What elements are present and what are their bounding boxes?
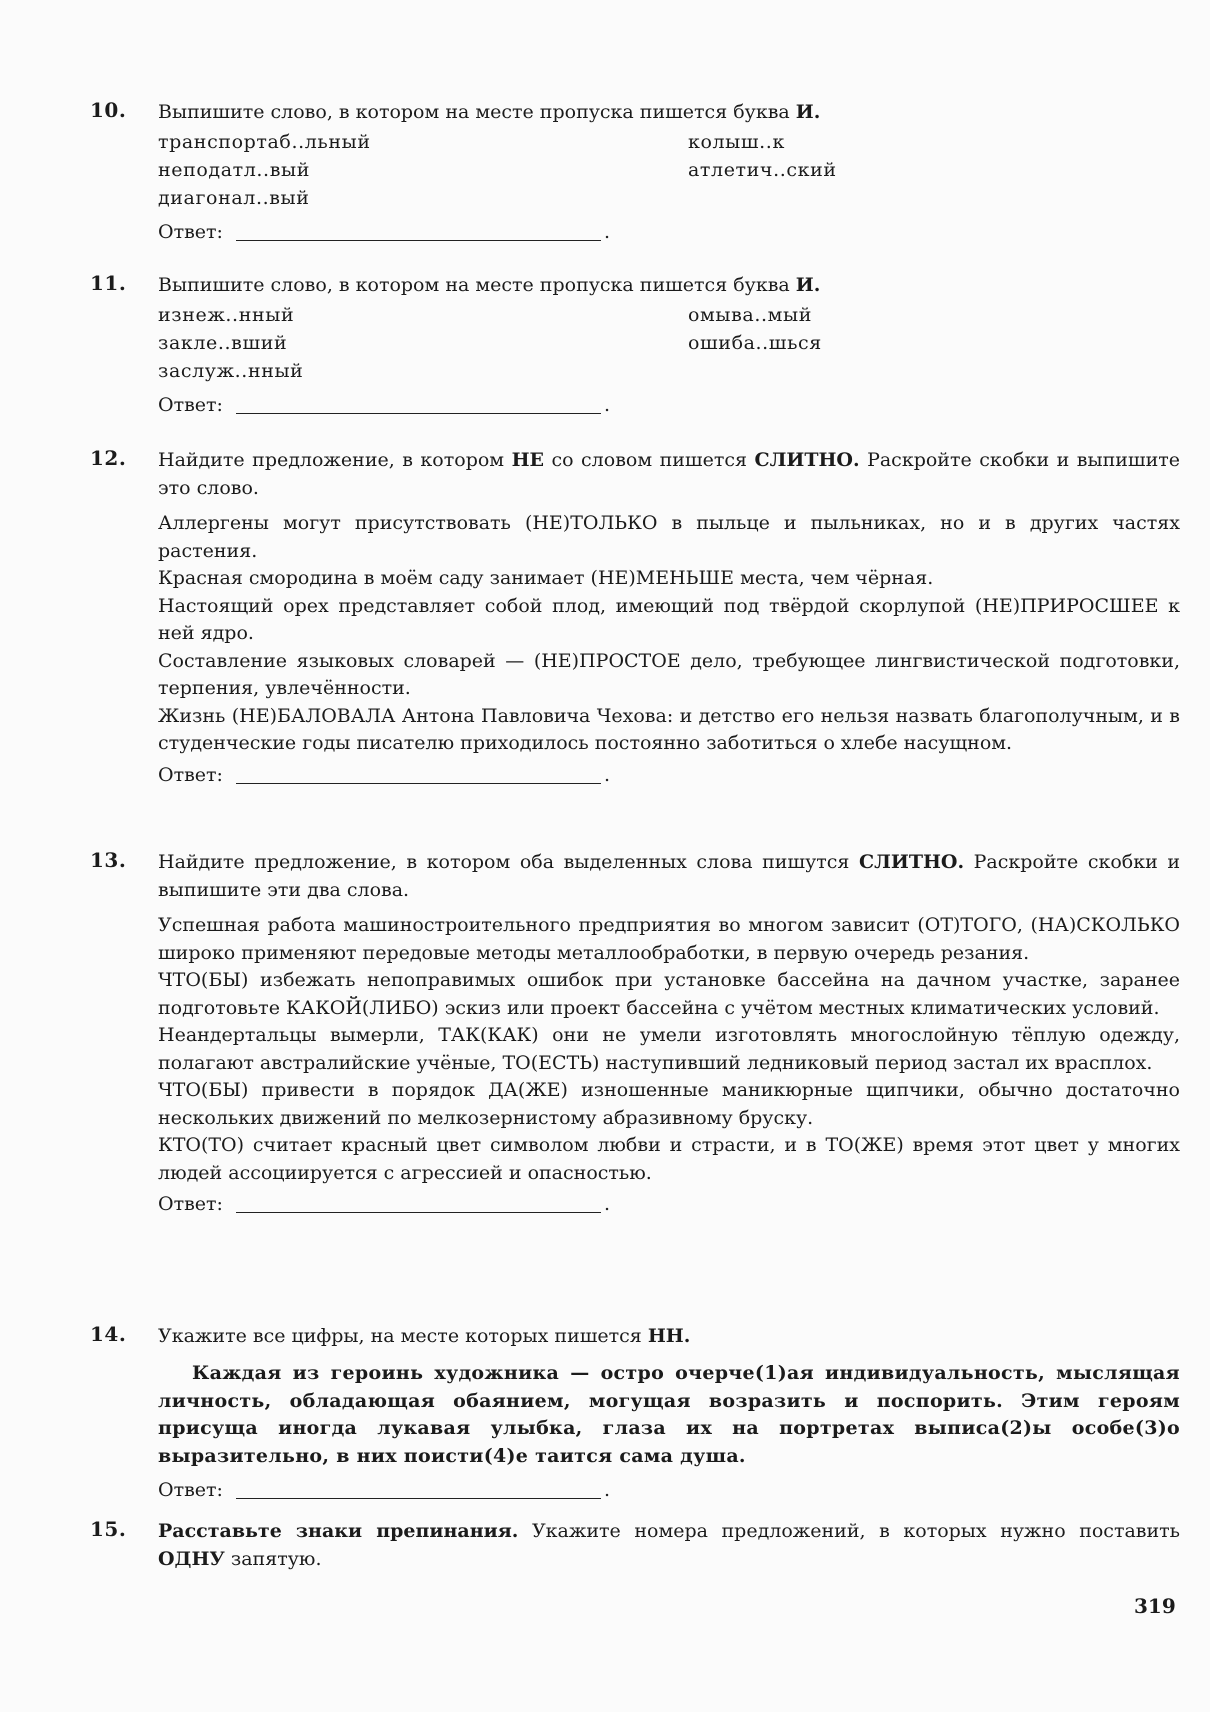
sentence: Неандертальцы вымерли, ТАК(КАК) они не умели изготовлять многослойную тёплую одежду, полагают австралийские учёные, ТО(ЕСТЬ) наступивший ледниковый период застал их врасплох. xyxy=(158,1024,1180,1074)
answer-label: Ответ: xyxy=(158,394,223,416)
sentence: Настоящий орех представляет собой плод, имеющий под твёрдой скорлупой (НЕ)ПРИРОСШЕЕ к ней ядро. xyxy=(158,594,1180,644)
answer-dot: . xyxy=(604,763,611,786)
option-word: атлетич..ский xyxy=(688,159,837,181)
answer-dot: . xyxy=(604,394,611,416)
task-number: 14. xyxy=(90,1322,127,1346)
task-12 xyxy=(90,446,1180,791)
task-prompt: Укажите все цифры, на месте которых пишется НН. xyxy=(158,1325,691,1347)
task-13 xyxy=(90,848,1180,1220)
sentence-list xyxy=(158,510,1180,758)
option-word: транспортаб..льный xyxy=(158,131,371,153)
option-word: колыш..к xyxy=(688,131,785,153)
task-number: 10. xyxy=(90,98,127,122)
task-text: Каждая из героинь художника — остро очерче(1)ая индивидуальность, мыслящая личность, обладающая обаянием, могущая возразить и поспорить. Этим героям присуща иногда лукавая улыбка, глаза их на портретах выписа(2)ы особе(3)о выразительно, в них поисти(4)е таится сама душа. xyxy=(158,1362,1180,1467)
answer-line[interactable] xyxy=(236,1212,601,1213)
answer-dot: . xyxy=(604,221,611,243)
answer-row xyxy=(158,218,1180,248)
task-number: 15. xyxy=(90,1517,127,1541)
sentence: ЧТО(БЫ) привести в порядок ДА(ЖЕ) изношенные маникюрные щипчики, обычно достаточно нескольких движений по мелкозернистому абразивному бруску. xyxy=(158,1079,1180,1129)
answer-row xyxy=(158,761,1180,791)
sentence: Успешная работа машиностроительного предприятия во многом зависит (ОТ)ТОГО, (НА)СКОЛЬКО широко применяют передовые методы металлообработки, в первую очередь резания. xyxy=(158,914,1180,964)
task-prompt: Найдите предложение, в котором НЕ со словом пишется СЛИТНО. Раскройте скобки и выпишите это слово. xyxy=(158,449,1180,499)
task-number: 13. xyxy=(90,848,127,872)
sentence: Красная смородина в моём саду занимает (НЕ)МЕНЬШЕ места, чем чёрная. xyxy=(158,567,934,589)
task-14 xyxy=(90,1322,1180,1506)
task-prompt: Выпишите слово, в котором на месте пропуска пишется буква И. xyxy=(158,101,821,123)
answer-row xyxy=(158,1476,1180,1506)
task-number: 12. xyxy=(90,446,127,470)
answer-line[interactable] xyxy=(236,240,601,241)
answer-row xyxy=(158,1190,1180,1220)
answer-label: Ответ: xyxy=(158,1479,223,1501)
option-word: ошиба..шься xyxy=(688,332,822,354)
answer-dot: . xyxy=(604,1193,611,1215)
answer-line[interactable] xyxy=(236,1498,601,1499)
task-number: 11. xyxy=(90,271,127,295)
sentence-list xyxy=(158,912,1180,1187)
option-word: омыва..мый xyxy=(688,304,813,326)
option-word: изнеж..нный xyxy=(158,304,295,326)
option-word: неподатл..вый xyxy=(158,159,310,181)
option-word: диагонал..вый xyxy=(158,187,310,209)
answer-label: Ответ: xyxy=(158,763,223,786)
sentence: ЧТО(БЫ) избежать непоправимых ошибок при установке бассейна на дачном участке, заранее подготовьте КАКОЙ(ЛИБО) эскиз или проект бассейна с учётом местных климатических условий. xyxy=(158,969,1180,1019)
sentence: Жизнь (НЕ)БАЛОВАЛА Антона Павловича Чехова: и детство его нельзя назвать благополучным, и в студенческие годы писателю приходилось постоянно заботиться о хлебе насущном. xyxy=(158,704,1180,754)
answer-row xyxy=(158,391,1180,421)
task-prompt: Расставьте знаки препинания. Укажите номера предложений, в которых нужно поставить ОДНУ запятую. xyxy=(158,1520,1181,1570)
option-word: заслуж..нный xyxy=(158,360,304,382)
option-list xyxy=(158,301,1180,388)
sentence: Аллергены могут присутствовать (НЕ)ТОЛЬКО в пыльце и пыльниках, но и в других частях растения. xyxy=(158,512,1180,562)
task-prompt: Найдите предложение, в котором оба выделенных слова пишутся СЛИТНО. Раскройте скобки и выпишите эти два слова. xyxy=(158,851,1180,901)
task-11 xyxy=(90,271,1180,421)
answer-label: Ответ: xyxy=(158,221,223,243)
answer-line[interactable] xyxy=(236,783,601,784)
option-list xyxy=(158,128,1180,215)
answer-line[interactable] xyxy=(236,413,601,414)
sentence: КТО(ТО) считает красный цвет символом любви и страсти, и в ТО(ЖЕ) время этот цвет у многих людей ассоциируется с агрессией и опасностью. xyxy=(158,1134,1180,1184)
task-10 xyxy=(90,98,1180,248)
page-number: 319 xyxy=(1134,1594,1176,1618)
answer-label: Ответ: xyxy=(158,1193,223,1215)
option-word: закле..вший xyxy=(158,332,288,354)
task-15 xyxy=(90,1517,1180,1573)
task-prompt: Выпишите слово, в котором на месте пропуска пишется буква И. xyxy=(158,274,821,296)
sentence: Составление языковых словарей — (НЕ)ПРОСТОЕ дело, требующее лингвистической подготовки, терпения, увлечённости. xyxy=(158,649,1180,699)
answer-dot: . xyxy=(604,1479,611,1501)
